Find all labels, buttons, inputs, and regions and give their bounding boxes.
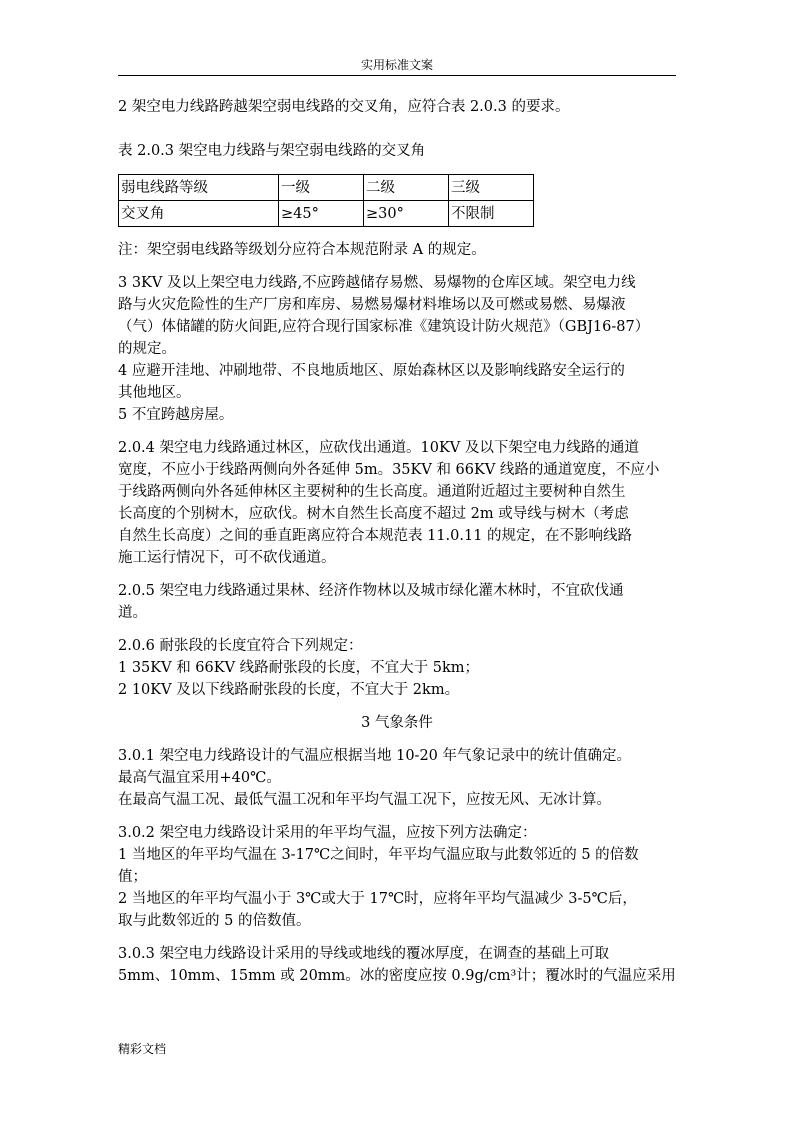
- section-2-0-4-line: 施工运行情况下，可不砍伐通道。: [118, 550, 336, 566]
- table-cell: 一级: [279, 175, 364, 201]
- table-cell: ≥45°: [279, 201, 364, 227]
- section-2-0-5-line: 2.0.5 架空电力线路通过果林、经济作物林以及城市绿化灌木林时，不宜砍伐通: [118, 583, 624, 599]
- page-footer: 精彩文档: [118, 1042, 167, 1056]
- table-cell: ≥30°: [364, 201, 449, 227]
- table-cell: 交叉角: [119, 201, 279, 227]
- section-3-0-1-line: 在最高气温工况、最低气温工况和年平均气温工况下，应按无风、无冰计算。: [118, 792, 611, 808]
- table-cell: 弱电线路等级: [119, 175, 279, 201]
- section-2-0-5-line: 道。: [118, 605, 147, 621]
- paragraph-2-cross-angle: 2 架空电力线路跨越架空弱电线路的交叉角，应符合表 2.0.3 的要求。: [118, 99, 570, 115]
- section-3-0-2-line: 2 当地区的年平均气温小于 3℃或大于 17℃时，应将年平均气温减少 3-5℃后，: [118, 891, 637, 907]
- page-header: 实用标准文案: [360, 58, 433, 72]
- page-content: [118, 96, 676, 987]
- section-2-0-4-line: 长高度的个别树木，应砍伐。树木自然生长高度不超过 2m 或导线与树木（考虑: [118, 506, 629, 522]
- section-3-0-3-line: 5mm、10mm、15mm 或 20mm。冰的密度应按 0.9g/cm³计；覆冰时的气温应采用: [118, 968, 676, 984]
- paragraph-4-line: 4 应避开洼地、冲刷地带、不良地质地区、原始森林区以及影响线路安全运行的: [118, 363, 625, 379]
- section-2-0-6-item-2: 2 10KV 及以下线路耐张段的长度，不宜大于 2km。: [118, 682, 460, 698]
- section-2-0-6: 2.0.6 耐张段的长度宜符合下列规定：: [118, 638, 363, 654]
- section-3-0-1-line: 最高气温宜采用+40℃。: [118, 770, 281, 786]
- section-2-0-4-line: 2.0.4 架空电力线路通过林区，应砍伐出通道。10KV 及以下架空电力线路的通道: [118, 440, 639, 456]
- paragraph-3-line: 3 3KV 及以上架空电力线路,不应跨越储存易燃、易爆物的仓库区域。架空电力线: [118, 275, 636, 291]
- section-3-0-2-line: 取与此数邻近的 5 的倍数值。: [118, 913, 311, 929]
- table-cell: 二级: [364, 175, 449, 201]
- paragraph-3-line: 的规定。: [118, 341, 176, 357]
- table-note: 注：架空弱电线路等级划分应符合本规范附录 A 的规定。: [118, 242, 486, 258]
- paragraph-3-line: 路与火灾危险性的生产厂房和库房、易燃易爆材料堆场以及可燃或易燃、易爆液: [118, 297, 626, 313]
- section-3-0-1-line: 3.0.1 架空电力线路设计的气温应根据当地 10-20 年气象记录中的统计值确定。: [118, 748, 632, 764]
- section-3-0-2-line: 3.0.2 架空电力线路设计采用的年平均气温，应按下列方法确定：: [118, 825, 537, 841]
- table-cell: 不限制: [449, 201, 534, 227]
- section-3-0-2-line: 1 当地区的年平均气温在 3-17℃之间时，年平均气温应取与此数邻近的 5 的倍数: [118, 847, 639, 863]
- paragraph-5: 5 不宜跨越房屋。: [118, 407, 234, 423]
- section-2-0-4-line: 于线路两侧向外各延伸林区主要树种的生长高度。通道附近超过主要树种自然生: [118, 484, 626, 500]
- table-row: [119, 201, 534, 227]
- cross-angle-table: [118, 174, 534, 227]
- section-2-0-4-line: 自然生长高度）之间的垂直距离应符合本规范表 11.0.11 的规定，在不影响线路: [118, 528, 633, 544]
- chapter-3-title: 3 气象条件: [361, 715, 433, 731]
- table-caption: 表 2.0.3 架空电力线路与架空弱电线路的交叉角: [118, 143, 426, 159]
- table-cell: 三级: [449, 175, 534, 201]
- header-rule: [118, 75, 676, 76]
- section-3-0-2-line: 值；: [118, 869, 147, 885]
- section-2-0-6-item-1: 1 35KV 和 66KV 线路耐张段的长度，不宜大于 5km；: [118, 660, 480, 676]
- section-3-0-3-line: 3.0.3 架空电力线路设计采用的导线或地线的覆冰厚度，在调查的基础上可取: [118, 946, 610, 962]
- table-header-row: [119, 175, 534, 201]
- paragraph-4-line: 其他地区。: [118, 385, 191, 401]
- section-2-0-4-line: 宽度，不应小于线路两侧向外各延伸 5m。35KV 和 66KV 线路的通道宽度，不应小: [118, 462, 660, 478]
- paragraph-3-line: （气）体储罐的防火间距,应符合现行国家标准《建筑设计防火规范》（GBJ16-87）: [118, 319, 650, 335]
